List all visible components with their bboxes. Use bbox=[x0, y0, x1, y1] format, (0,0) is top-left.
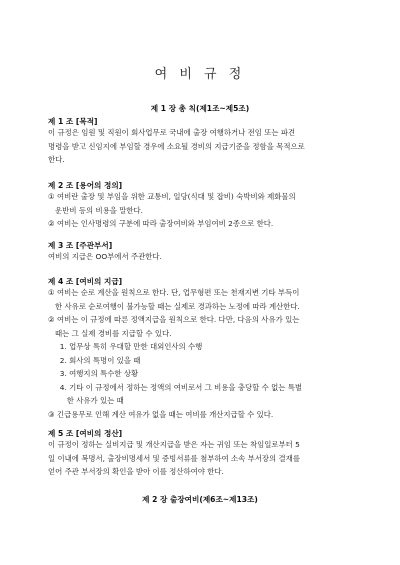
article-2-line: ② 여비는 인사명령의 구분에 따라 출장여비와 부임여비 2종으로 한다. bbox=[48, 219, 274, 228]
article-2-body bbox=[48, 190, 358, 231]
article-5-line: 일 이내에 복명서, 출장비명세서 및 증빙서류를 첨부하여 소속 부서장의 결재를 bbox=[48, 453, 300, 463]
article-2-line: ① 여비란 출장 및 부임을 위한 교통비, 일당(식대 및 잡비) 숙박비와 제화물의 bbox=[48, 192, 296, 201]
article-1-body bbox=[48, 126, 358, 167]
article-4-line: 2. 회사의 특명이 있을 때 bbox=[48, 355, 141, 365]
article-3-heading: 제 3 조 [주관부서] bbox=[48, 241, 113, 250]
article-4-line: 한 사유로 순로여행이 불가능할 때는 실제로 경과하는 노정에 따라 계산한다. bbox=[48, 301, 300, 311]
article-5-line: 이 규정이 정하는 실비지급 및 개산지급을 받은 자는 귀임 또는 착임일로부터 5 bbox=[48, 440, 300, 449]
article-1-line: 이 규정은 임원 및 직원이 회사업무로 국내에 출장 여행하거나 전임 또는 파견 bbox=[48, 128, 296, 137]
document-title: 여 비 규 정 bbox=[154, 67, 246, 82]
article-3-body bbox=[48, 250, 358, 264]
article-5-heading: 제 5 조 [여비의 정산] bbox=[48, 429, 123, 438]
article-2-line: 운반비 등의 비용을 말한다. bbox=[48, 205, 143, 215]
article-1-line: 한다. bbox=[48, 155, 65, 164]
article-4-line: 한 사유가 있는 때 bbox=[48, 396, 124, 405]
chapter-2-heading: 제 2 장 출장여비(제6조~제13조) bbox=[142, 495, 258, 504]
article-3-line: 여비의 지급은 OO부에서 주관한다. bbox=[48, 252, 162, 261]
article-4-line: 1. 업무상 특히 우대할 만한 대외인사의 수행 bbox=[48, 342, 203, 351]
article-4-line: ② 여비는 이 규정에 따른 정액지급을 원칙으로 한다. 다만, 다음의 사유가 있는 bbox=[48, 315, 300, 324]
article-4-body bbox=[48, 286, 358, 421]
article-1-line: 명령을 받고 신임지에 부임할 경우에 소요될 경비의 지급기준을 정함을 목적으로 bbox=[48, 141, 305, 151]
article-4-line: 4. 기타 이 규정에서 정하는 정액의 여비로서 그 비용을 충당할 수 없는 특별 bbox=[48, 382, 303, 392]
article-4-line: 때는 그 실제 경비를 지급할 수 있다. bbox=[48, 328, 172, 338]
article-2-heading: 제 2 조 [용어의 정의] bbox=[48, 181, 123, 190]
article-5-line: 얻어 주관 부서장의 확인을 받아 이를 정산하여야 한다. bbox=[48, 467, 224, 476]
article-1-heading: 제 1 조 [목적] bbox=[48, 117, 98, 126]
article-5-body bbox=[48, 438, 358, 479]
article-4-line: ③ 긴급용무로 인해 계산 여유가 없을 때는 여비를 개산지급할 수 있다. bbox=[48, 409, 274, 419]
article-4-line: ① 여비는 순로 계산을 원칙으로 한다. 단, 업무형편 또는 천재지변 기타 부득이 bbox=[48, 288, 300, 297]
article-4-heading: 제 4 조 [여비의 지급] bbox=[48, 277, 123, 286]
article-4-line: 3. 여행지의 특수한 상황 bbox=[48, 369, 139, 378]
chapter-1-heading: 제 1 장 총 칙(제1조~제5조) bbox=[150, 104, 250, 113]
